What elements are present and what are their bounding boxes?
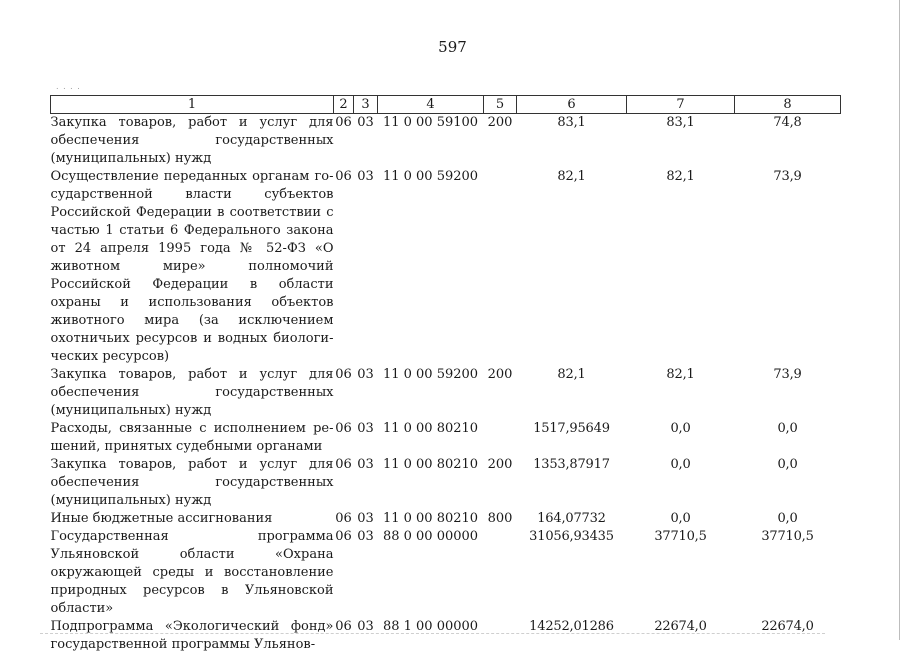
row-amount-col7: 83,1 (666, 115, 695, 130)
row-amount-col7: 82,1 (666, 169, 695, 184)
row-amount-col6: 82,1 (557, 367, 586, 382)
row-section: 06 (335, 529, 352, 544)
table-row (51, 528, 841, 618)
row-name: Закупка товаров, работ и услуг для обеспечения государственных (муниципальных) нужд (50, 367, 334, 418)
row-target-article: 11 0 00 80210 (382, 511, 479, 526)
row-target-article: 88 0 00 00000 (382, 529, 479, 544)
header-col-7: 7 (627, 96, 735, 114)
row-name: Подпрограмма «Экологический фонд» государственной программы Ульянов- (50, 619, 334, 652)
table-row (51, 366, 841, 420)
table-row (51, 420, 841, 456)
row-name: Государственная программа Ульяновской области «Охрана окружающей среды и восстановление природных ресурсов в Ульяновской области» (50, 529, 334, 616)
row-subsection: 03 (357, 169, 374, 184)
header-col-5: 5 (484, 96, 517, 114)
row-expense-type: 200 (487, 115, 513, 130)
header-col-1: 1 (51, 96, 334, 114)
row-amount-col6: 164,07732 (537, 511, 606, 526)
row-amount-col6: 1517,95649 (533, 421, 610, 436)
row-name: Иные бюджетные ассигнования (50, 511, 273, 526)
row-target-article: 11 0 00 59200 (382, 367, 479, 382)
row-section: 06 (335, 367, 352, 382)
row-amount-col7: 0,0 (670, 511, 691, 526)
row-section: 06 (335, 457, 352, 472)
scan-speck: . . . . (56, 82, 81, 91)
table-row (51, 456, 841, 510)
row-expense-type (484, 420, 517, 456)
row-amount-col8: 73,9 (773, 169, 802, 184)
row-amount-col7: 0,0 (670, 457, 691, 472)
page-number: 597 (438, 38, 467, 56)
header-col-2: 2 (334, 96, 354, 114)
row-expense-type: 200 (487, 457, 513, 472)
row-name: Осуществление переданных органам государственной власти субъектов Российской Федерации в соответствии с частью 1 статьи 6 Федерального закона от 24 апреля 1995 года № 52-ФЗ «О животном мире» полномочий Российской Федерации в области охраны и использования объектов животного мира (за исключением охотничьих ресурсов и водных биологических ресурсов) (50, 169, 334, 364)
row-name: Закупка товаров, работ и услуг для обеспечения государственных (муниципальных) нужд (50, 457, 334, 508)
row-section: 06 (335, 115, 352, 130)
row-amount-col6: 31056,93435 (529, 529, 614, 544)
row-expense-type (484, 168, 517, 366)
row-amount-col7: 22674,0 (654, 619, 707, 634)
header-col-6: 6 (517, 96, 627, 114)
header-col-3: 3 (354, 96, 378, 114)
row-amount-col8: 73,9 (773, 367, 802, 382)
row-name: Расходы, связанные с исполнением решений, принятых судебными органами (50, 421, 334, 454)
row-amount-col8: 0,0 (777, 511, 798, 526)
row-amount-col7: 82,1 (666, 367, 695, 382)
row-amount-col8: 74,8 (773, 115, 802, 130)
row-expense-type (484, 618, 517, 654)
row-target-article: 11 0 00 59100 (382, 115, 479, 130)
table-row (51, 618, 841, 654)
row-amount-col6: 82,1 (557, 169, 586, 184)
row-amount-col8: 37710,5 (761, 529, 814, 544)
row-expense-type: 200 (487, 367, 513, 382)
row-target-article: 11 0 00 59200 (382, 169, 479, 184)
row-expense-type: 800 (487, 511, 513, 526)
row-subsection: 03 (357, 619, 374, 634)
table-row (51, 114, 841, 169)
table-row (51, 510, 841, 528)
row-section: 06 (335, 511, 352, 526)
row-amount-col6: 14252,01286 (529, 619, 614, 634)
row-name: Закупка товаров, работ и услуг для обеспечения государственных (муниципальных) нужд (50, 115, 334, 166)
row-amount-col8: 0,0 (777, 457, 798, 472)
row-subsection: 03 (357, 529, 374, 544)
row-subsection: 03 (357, 511, 374, 526)
budget-table (50, 95, 841, 654)
row-amount-col8: 0,0 (777, 421, 798, 436)
table-header-row (51, 96, 841, 114)
header-col-8: 8 (735, 96, 841, 114)
row-amount-col7: 37710,5 (654, 529, 707, 544)
row-amount-col7: 0,0 (670, 421, 691, 436)
row-subsection: 03 (357, 115, 374, 130)
row-amount-col8: 22674,0 (761, 619, 814, 634)
table-row (51, 168, 841, 366)
row-target-article: 88 1 00 00000 (382, 619, 479, 634)
row-amount-col6: 1353,87917 (533, 457, 610, 472)
row-expense-type (484, 528, 517, 618)
row-section: 06 (335, 421, 352, 436)
header-col-4: 4 (378, 96, 484, 114)
row-target-article: 11 0 00 80210 (382, 421, 479, 436)
row-subsection: 03 (357, 457, 374, 472)
row-section: 06 (335, 169, 352, 184)
row-section: 06 (335, 619, 352, 634)
row-target-article: 11 0 00 80210 (382, 457, 479, 472)
page-edge-right (899, 0, 900, 640)
row-subsection: 03 (357, 367, 374, 382)
row-amount-col6: 83,1 (557, 115, 586, 130)
row-subsection: 03 (357, 421, 374, 436)
